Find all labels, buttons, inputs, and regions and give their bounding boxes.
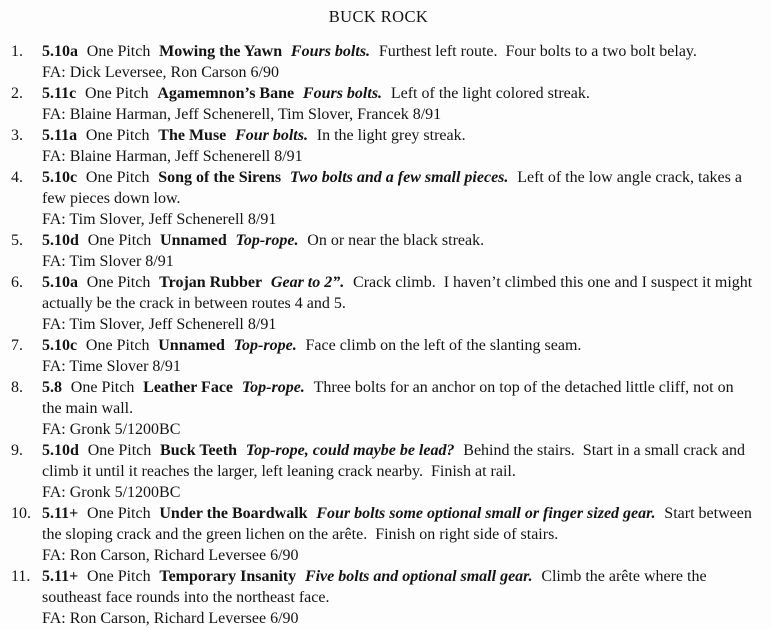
route-name: Agamemnon’s Bane bbox=[157, 85, 295, 102]
route-text bbox=[42, 125, 757, 146]
route-grade: 5.10d bbox=[42, 442, 79, 459]
route-pitch: One Pitch bbox=[87, 568, 151, 585]
route-number: 7. bbox=[11, 337, 23, 354]
route-gear: Top-rope. bbox=[235, 232, 299, 249]
route-name: Unnamed bbox=[160, 232, 227, 249]
route-gear: Gear to 2”. bbox=[270, 274, 345, 291]
route-text bbox=[42, 83, 757, 104]
route-number: 6. bbox=[11, 274, 23, 291]
route-pitch: One Pitch bbox=[86, 43, 151, 60]
route-gear: Top-rope. bbox=[233, 337, 297, 354]
route-description: Three bolts for an anchor on top of the detached little cliff, not on the main wall. bbox=[42, 379, 738, 417]
route-first-ascent: FA: Blaine Harman, Jeff Schenerell 8/91 bbox=[42, 148, 303, 165]
route-entry-5 bbox=[0, 230, 757, 272]
route-gear: Four bolts some optional small or finger sized gear. bbox=[316, 505, 656, 522]
route-name: Leather Face bbox=[143, 379, 234, 396]
route-text bbox=[42, 272, 757, 314]
route-entry-3 bbox=[0, 125, 757, 167]
route-first-ascent: FA: Blaine Harman, Jeff Schenerell, Tim Slover, Francek 8/91 bbox=[42, 106, 442, 123]
route-number: 10. bbox=[11, 505, 31, 522]
route-gear: Top-rope, could maybe be lead? bbox=[245, 442, 455, 459]
route-text bbox=[42, 41, 757, 62]
route-grade: 5.11+ bbox=[42, 568, 79, 585]
route-description: Climb the arête where the southeast face rounds into the northeast face. bbox=[42, 568, 711, 606]
route-first-ascent: FA: Ron Carson, Richard Leversee 6/90 bbox=[42, 547, 299, 564]
route-pitch: One Pitch bbox=[87, 232, 152, 249]
route-name: The Muse bbox=[158, 127, 227, 144]
route-name: Trojan Rubber bbox=[159, 274, 263, 291]
route-entry-2 bbox=[0, 83, 757, 125]
route-first-ascent: FA: Tim Slover, Jeff Schenerell 8/91 bbox=[42, 316, 277, 333]
route-gear: Top-rope. bbox=[241, 379, 305, 396]
route-description: Start between the sloping crack and the green lichen on the arête. Finish on right side of stairs. bbox=[42, 505, 756, 543]
route-first-ascent: FA: Tim Slover 8/91 bbox=[42, 253, 174, 270]
route-grade: 5.8 bbox=[42, 379, 62, 396]
route-text bbox=[42, 230, 757, 251]
route-gear: Fours bolts. bbox=[302, 85, 383, 102]
route-gear: Four bolts. bbox=[235, 127, 308, 144]
route-description: Behind the stairs. Start in a small crack and climb it until it reaches the larger, left leaning crack nearby. Finish at rail. bbox=[42, 442, 749, 480]
route-grade: 5.10c bbox=[42, 169, 78, 186]
route-number: 2. bbox=[11, 85, 23, 102]
route-pitch: One Pitch bbox=[87, 505, 151, 522]
route-description: Furthest left route. Four bolts to a two bolt belay. bbox=[378, 43, 697, 60]
route-name: Temporary Insanity bbox=[159, 568, 297, 585]
route-grade: 5.10a bbox=[42, 274, 78, 291]
route-description: Left of the light colored streak. bbox=[390, 85, 590, 102]
route-pitch: One Pitch bbox=[85, 337, 150, 354]
route-gear: Fours bolts. bbox=[290, 43, 371, 60]
route-pitch: One Pitch bbox=[87, 442, 152, 459]
route-number: 3. bbox=[11, 127, 23, 144]
route-grade: 5.10a bbox=[42, 43, 78, 60]
route-name: Mowing the Yawn bbox=[159, 43, 283, 60]
route-entry-9 bbox=[0, 440, 757, 503]
route-entry-10 bbox=[0, 503, 757, 566]
route-text bbox=[42, 440, 757, 482]
page-title: BUCK ROCK bbox=[328, 7, 429, 26]
route-pitch: One Pitch bbox=[85, 169, 150, 186]
route-entry-11 bbox=[0, 566, 757, 629]
route-description: On or near the black streak. bbox=[307, 232, 485, 249]
route-pitch: One Pitch bbox=[86, 274, 151, 291]
route-gear: Two bolts and a few small pieces. bbox=[289, 169, 509, 186]
route-number: 9. bbox=[11, 442, 23, 459]
route-text bbox=[42, 566, 757, 608]
route-first-ascent: FA: Time Slover 8/91 bbox=[42, 358, 181, 375]
route-name: Buck Teeth bbox=[160, 442, 237, 459]
route-first-ascent: FA: Tim Slover, Jeff Schenerell 8/91 bbox=[42, 211, 277, 228]
route-description: Crack climb. I haven’t climbed this one and I suspect it might actually be the crack in between routes 4 and 5. bbox=[42, 274, 757, 312]
route-number: 8. bbox=[11, 379, 23, 396]
route-name: Song of the Sirens bbox=[158, 169, 282, 186]
route-pitch: One Pitch bbox=[85, 85, 149, 102]
route-name: Unnamed bbox=[158, 337, 225, 354]
route-text bbox=[42, 377, 757, 419]
route-pitch: One Pitch bbox=[70, 379, 135, 396]
route-text bbox=[42, 335, 757, 356]
route-entry-6 bbox=[0, 272, 757, 335]
route-number: 1. bbox=[11, 43, 23, 60]
route-entry-1 bbox=[0, 41, 757, 83]
route-first-ascent: FA: Dick Leversee, Ron Carson 6/90 bbox=[42, 64, 279, 81]
route-first-ascent: FA: Gronk 5/1200BC bbox=[42, 484, 181, 501]
route-entry-8 bbox=[0, 377, 757, 440]
route-name: Under the Boardwalk bbox=[159, 505, 308, 522]
route-grade: 5.10d bbox=[42, 232, 79, 249]
route-pitch: One Pitch bbox=[85, 127, 150, 144]
route-gear: Five bolts and optional small gear. bbox=[304, 568, 533, 585]
route-number: 5. bbox=[11, 232, 23, 249]
route-number: 11. bbox=[11, 568, 31, 585]
route-grade: 5.11a bbox=[42, 127, 78, 144]
route-first-ascent: FA: Gronk 5/1200BC bbox=[42, 421, 181, 438]
route-first-ascent: FA: Ron Carson, Richard Leversee 6/90 bbox=[42, 610, 299, 627]
route-entry-7 bbox=[0, 335, 757, 377]
route-description: In the light grey streak. bbox=[316, 127, 466, 144]
route-grade: 5.10c bbox=[42, 337, 78, 354]
route-number: 4. bbox=[11, 169, 23, 186]
route-entry-4 bbox=[0, 167, 757, 230]
route-grade: 5.11+ bbox=[42, 505, 79, 522]
route-text bbox=[42, 167, 757, 209]
route-description: Left of the low angle crack, takes a few pieces down low. bbox=[42, 169, 746, 207]
route-grade: 5.11c bbox=[42, 85, 77, 102]
route-description: Face climb on the left of the slanting seam. bbox=[305, 337, 582, 354]
route-text bbox=[42, 503, 757, 545]
